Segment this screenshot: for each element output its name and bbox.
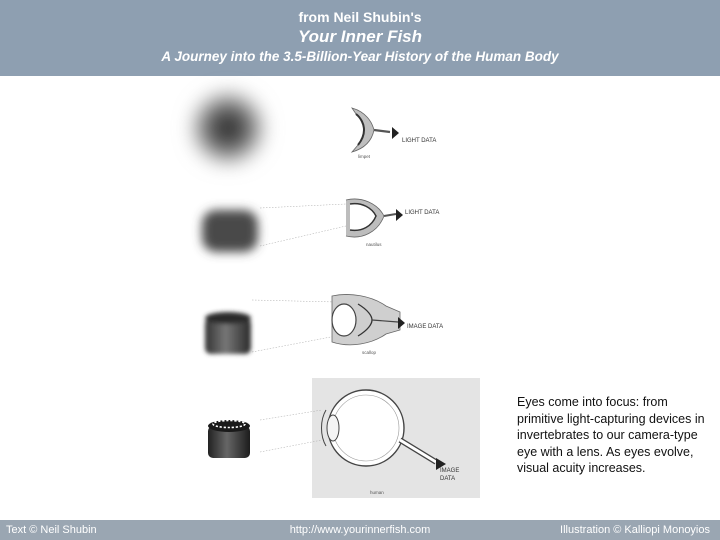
limpet-eye-illustration: [352, 108, 399, 152]
blurred-view-1: [194, 94, 262, 162]
text-credit: Text © Neil Shubin: [6, 524, 97, 536]
stage-4-label-line1: IMAGE: [440, 468, 460, 474]
stage-3-label: IMAGE DATA: [407, 324, 444, 330]
stage-1-organism: limpet: [358, 154, 371, 159]
sharp-view-4: [208, 420, 250, 458]
book-subtitle: A Journey into the 3.5-Billion-Year History of the Human Body: [161, 49, 559, 64]
book-title: Your Inner Fish: [297, 27, 423, 46]
source-line: from Neil Shubin's: [298, 9, 422, 25]
stage-2-organism: nautilus: [366, 242, 382, 247]
illustration-credit: Illustration © Kalliopi Monoyios: [560, 524, 710, 536]
stage-scallop: [205, 294, 443, 355]
stage-2-label: LIGHT DATA: [405, 210, 440, 216]
stage-4-label-line2: DATA: [440, 476, 456, 482]
stage-limpet: [194, 94, 436, 162]
scallop-eye-illustration: [332, 294, 405, 344]
footer-bar: [0, 520, 720, 540]
stage-3-organism: scallop: [362, 350, 377, 355]
blurred-view-3: [205, 312, 251, 354]
stage-1-label: LIGHT DATA: [402, 138, 437, 144]
caption-text: Eyes come into focus: from primitive light-capturing devices in invertebrates to our camera-type eye with a lens. As eyes evolve, visual acuity increases.: [517, 395, 705, 475]
website-link[interactable]: http://www.yourinnerfish.com: [289, 524, 431, 536]
blurred-view-2: [202, 210, 258, 252]
stage-nautilus: [202, 199, 439, 252]
nautilus-eye-illustration: [346, 199, 403, 237]
stage-4-organism: human: [370, 490, 384, 495]
stage-human: [208, 378, 480, 498]
